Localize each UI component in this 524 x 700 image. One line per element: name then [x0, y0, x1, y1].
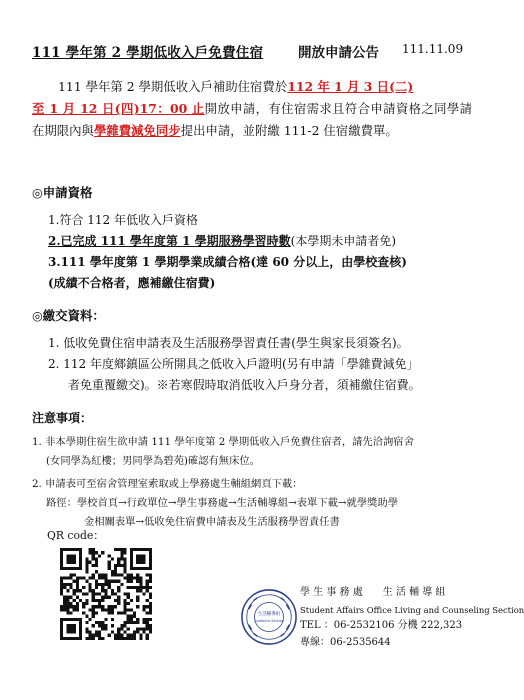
eligibility-item-2-main: 2.已完成 111 學年度第 1 學期服務學習時數 [48, 234, 291, 248]
notes-item-1: 1. 非本學期住宿生欲申請 111 學年度第 2 學期低收入戶免費住宿者，請先洽詢宿舍 [32, 436, 414, 448]
page-title: 111 學年第 2 學期低收入戶免費住宿 [32, 45, 264, 61]
documents-item-2: 2. 112 年度鄉鎮區公所開具之低收入戶證明(另有申請「學雜費減免」 [48, 357, 419, 371]
qr-modules [60, 548, 152, 640]
office-name: 學 生 事 務 處 生 活 輔 導 組 [300, 587, 446, 598]
notes-item-1-sub: (女同學為紅樓；男同學為碧苑)確認有無床位。 [46, 455, 260, 467]
notes-heading: 注意事項： [32, 411, 93, 425]
notes-list [32, 433, 414, 532]
documents-heading: ◎繳交資料： [32, 308, 105, 323]
seal-inner-top: 生活輔導組 [257, 612, 281, 618]
documents-list [48, 333, 421, 396]
eligibility-item-1: 1.符合 112 年低收入戶資格 [48, 213, 198, 227]
notes-path-a: 路徑：學校首頁→行政單位→學生事務處→生活輔導組→表單下載→就學獎助學 [46, 497, 399, 509]
eligibility-heading: ◎申請資格 [32, 185, 93, 200]
office-name-en: Student Affairs Office Living and Counseling Section [300, 604, 524, 615]
period-end: 至 1 月 12 日(四)17：00 止 [32, 101, 205, 116]
notes-item-2: 2. 申請表可至宿舍管理室索取或上學務處生輔組網頁下載： [32, 478, 303, 490]
documents-item-2-sub: 者免重覆繳交)。※若寒假時取消低收入戶身分者，須補繳住宿費。 [68, 378, 421, 392]
seal-inner-bottom: Guidance Section [254, 618, 284, 623]
intro-paragraph [32, 76, 472, 142]
intro-post: 提出申請，並附繳 111-2 住宿繳費單。 [180, 123, 398, 138]
tuition-waiver-highlight: 學雜費減免同步 [93, 123, 181, 138]
qr-code-label: QR code： [47, 529, 105, 542]
office-tel: TEL ：06-2532106 分機 222,323 [300, 620, 463, 631]
contact-block [300, 585, 524, 651]
period-start: 112 年 1 月 3 日(二) [287, 79, 414, 94]
intro-pre: 111 學年第 2 學期低收入戶補助住宿費於 [58, 79, 288, 94]
notice-label: 開放申請公告 [298, 45, 379, 61]
qr-code-icon[interactable] [60, 548, 152, 640]
eligibility-item-3: 3.111 學年度第 1 學期學業成績合格(達 60 分以上，由學校查核) [48, 255, 407, 269]
documents-item-1: 1. 低收免費住宿申請表及生活服務學習責任書(學生與家長須簽名)。 [48, 336, 409, 350]
eligibility-list [48, 210, 407, 294]
intro-mid: 開放申請，有住宿需求且符合申請資格之同學請在期限內與 [32, 101, 472, 138]
eligibility-item-2 [48, 231, 407, 252]
office-fax: 專線：06-2535644 [300, 636, 391, 648]
guidance-section-seal-icon [240, 588, 298, 646]
title-row [32, 41, 472, 61]
notice-date: 111.11.09 [402, 42, 464, 56]
eligibility-item-3-sub: (成績不合格者，應補繳住宿費) [48, 276, 216, 290]
notes-path-b: 金相關表單→低收免住宿費申請表及生活服務學習責任書 [84, 516, 340, 528]
eligibility-item-2-note: (本學期未申請者免) [290, 234, 397, 248]
